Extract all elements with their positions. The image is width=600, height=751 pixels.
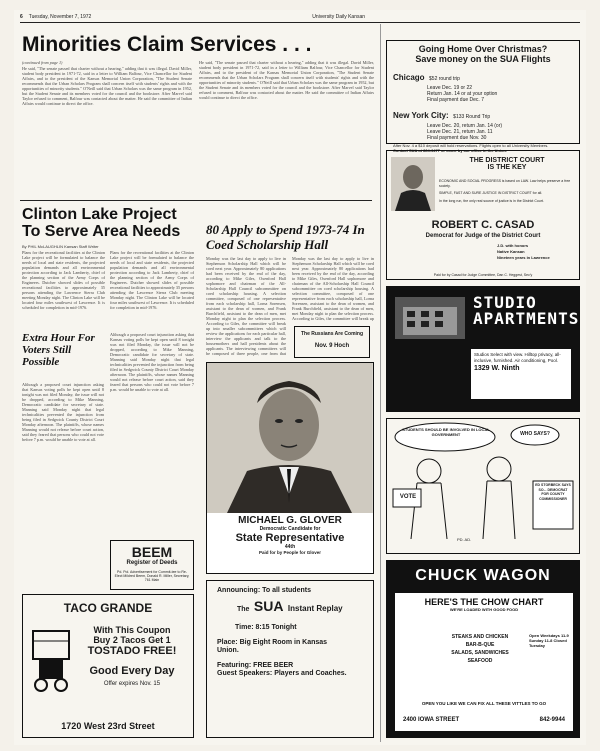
clinton-body-col2: Plans for the recreational facilities at the Clinton Lake project will be formulated to balance the needs of local and state residents, the projected population demands and all environmental protection according to Jack Lamberty, chief of the planning section of the Army Corps of Engineers. Dutcher showed slides of possible recreational facilities to approximately 35 persons attending the Lawrence Sierra Club meeting Monday night. The Clinton Lake will be located four miles southwest of Lawrence. It is scheduled for completion in mid-1976. bbox=[110, 250, 194, 310]
chuck-menu-2: BAR-B-QUE bbox=[465, 642, 495, 648]
flights-chicago-price: $52 round trip bbox=[429, 76, 460, 82]
chuck-wagon-ad bbox=[386, 560, 580, 738]
clinton-body-col1: Plans for the recreational facilities at the Clinton Lake project will be formulated to balance the needs of local and state residents, the projected population demands and all environmental protection according to Jack Lamberty, chief of the planning section of the Army Corps of Engineers. Dutcher showed slides of possible recreational facilities to approximately 35 persons attending the Lawrence Sierra Club meeting Monday night. The Clinton Lake will be located four miles southwest of Lawrence. It is scheduled for completion in mid-1976. bbox=[22, 250, 105, 310]
cartoon-vote-sign: VOTE bbox=[399, 494, 417, 500]
issue-date: Tuesday, November 7, 1972 bbox=[28, 14, 92, 20]
casad-paid: Paid for by Casad for Judge Committee, Dan C. Heggest, Sec'y bbox=[433, 273, 533, 277]
page-number: 6 bbox=[20, 14, 23, 20]
flights-ny-leave: Leave Dec. 20, return Jan. 14 (or) bbox=[427, 123, 503, 129]
sua-replay: Instant Replay bbox=[287, 604, 343, 613]
glover-portrait bbox=[207, 363, 372, 513]
studio-features-box bbox=[471, 349, 571, 399]
folio-bar bbox=[20, 12, 580, 22]
casad-portrait bbox=[391, 157, 435, 211]
sua-replay-ad bbox=[206, 580, 374, 738]
chuck-name: CHUCK WAGON bbox=[415, 567, 551, 584]
chuck-menu-1: STEAKS AND CHICKEN bbox=[451, 634, 509, 640]
glover-ad bbox=[206, 362, 374, 574]
minorities-body-col2: He said, "The senate passed that charter without a hearing," adding that it was illegal. David Miller, student body president in 1971-72, said in a letter to William Balfour, Vice Chancellor for Student Affairs, and to the president of the Kansas Memorial Union Corporation, "The Student Senate recommends that the Urban Scholars Program shall concern itself with students' rights and with the opportunities of minority students." O'Neill said that Urban Scholars was the same program in 1952, but the Student Senate and its members voted for the council and the bookstore. After Marvel said Taylor refused to comment, Balfour was contacted about the matter. He said the committee of Indian Affairs would continue to direct the office. bbox=[199, 60, 374, 100]
cartoon-bubble-2: WHO SAYS? bbox=[520, 431, 550, 437]
flights-ny-pay: Final payment due Nov. 30 bbox=[427, 135, 487, 141]
taco-name: TACO GRANDE bbox=[63, 601, 153, 615]
beem-office: Register of Deeds bbox=[126, 560, 178, 566]
casad-name: ROBERT C. CASAD bbox=[431, 219, 535, 231]
chuck-address: 2400 IOWA STREET bbox=[403, 717, 460, 723]
beem-paid: Pd. Pol. Advertisement for Commit-tee to Re-Elect Mildred Beem, Donald R. Miller, Secretary, 761 Main bbox=[114, 570, 190, 582]
russians-date: Nov. 9 Hoch bbox=[314, 343, 350, 349]
beem-ad bbox=[110, 540, 194, 590]
spend-body-col1: Monday was the last day to apply to live in Stephenson Scholarship Hall which will be coed next year. Approximately 80 applications had been received by the end of the day, according to Mike Giles, Oxenford Hall sophomore and chairman of the All-Scholarship Hall Council subcommittee on coed scholarship housing. A selection committee, composed of one representative from each scholarship hall, Lorna Sorensen, assistant to the dean of women, and Frank Burchfield, assistant to the dean of men, met Monday night to plan the selection process. According to Giles, the committee will break up into smaller subcommittees which will review the applications for each particular hall, interview the applicants and talk to the housemothers and hall presidents about the applicants. The interviewing committees will be composed of three people, one from that bbox=[206, 256, 286, 356]
chuck-menu-panel bbox=[395, 593, 573, 731]
newspaper-page bbox=[14, 10, 586, 745]
taco-cart-icon bbox=[29, 625, 73, 695]
minorities-rule bbox=[20, 200, 372, 201]
column-divider bbox=[380, 24, 381, 742]
taco-offer: Buy 2 Tacos Get 1 bbox=[93, 635, 171, 645]
flights-chicago: Chicago bbox=[393, 73, 425, 82]
sua-brand: SUA bbox=[253, 598, 284, 614]
flights-chicago-pay: Final payment due Dec. 7 bbox=[427, 97, 484, 103]
spend-headline: 80 Apply to Spend 1973-74 In Coed Scholarship Hall bbox=[206, 222, 365, 252]
taco-coupon: With This Coupon bbox=[93, 625, 171, 635]
spend-body-col2: Monday was the last day to apply to live in Stephenson Scholarship Hall which will be coed next year. Approximately 80 applications had been received by the end of the day, according to Mike Giles, Oxenford Hall sophomore and chairman of the All-Scholarship Hall Council subcommittee on coed scholarship housing. A selection committee, composed of one representative from each scholarship hall, Lorna Sorensen, assistant to the dean of women, and Frank Burchfield, assistant to the dean of men, met Monday night to plan the selection process. According to Giles, the committee will break up bbox=[292, 256, 374, 321]
glover-office: State Representative bbox=[235, 532, 345, 544]
taco-good: Good Every Day bbox=[89, 665, 175, 677]
glover-line1: Democratic Candidate for bbox=[259, 526, 321, 532]
casad-cred-3: Nineteen years in Lawrence bbox=[497, 255, 550, 260]
sua-place: Place: Big Eight Room in Kansas bbox=[217, 639, 328, 646]
minorities-body-col1: He said, "The senate passed that charter without a hearing," adding that it was illegal. David Miller, student body president in 1971-72, said in a letter to William Balfour, Vice Chancellor for Student Affairs, and to the president of the Kansas Memorial Union Corporation, "The Student Senate recommends that the Urban Scholars Program shall concern itself with students' rights and with the opportunities of minority students." O'Neill said that Urban Scholars was the same program in 1952, but the Student Senate and its members voted for the council and the bookstore. After Marvel said Taylor refused to comment, Balfour was contacted about the matter. He said the committee of Indian Affairs would continue to direct the office. bbox=[22, 66, 192, 106]
apartment-photo bbox=[395, 297, 465, 339]
chuck-slogan: OPEN YOU LIKE WE CAN FIX ALL THESE VITTLES TO GO bbox=[421, 701, 547, 706]
sua-place-2: Union. bbox=[217, 647, 239, 654]
chuck-menu-4: SEAFOOD bbox=[467, 658, 493, 664]
clinton-byline: By PHIL McLAUGHLIN Kansan Staff Writer bbox=[22, 244, 99, 249]
casad-item-2: SIMPLE, FAST AND SURE JUSTICE IN DISTRICT COURT for all. bbox=[439, 191, 543, 195]
casad-item-3: In the long run, the only real source of justice is in the District Court. bbox=[439, 198, 544, 203]
casad-headline: THE DISTRICT COURT bbox=[469, 157, 545, 164]
sua-flights-ad bbox=[386, 40, 580, 153]
glover-name: MICHAEL G. GLOVER bbox=[238, 515, 342, 526]
paper-name: University Daily Kansan bbox=[312, 14, 366, 20]
cartoon-paid: PD. AD. bbox=[457, 537, 472, 542]
casad-office: Democrat for Judge of the District Court bbox=[425, 233, 541, 239]
flights-headline: Going Home Over Christmas? bbox=[418, 44, 548, 54]
flights-contact: Contact SUA at 864-3477 or come by our office in the Union. bbox=[393, 148, 508, 153]
flights-subhead: Save money on the SUA Flights bbox=[415, 54, 551, 64]
taco-expires: Offer expires Nov. 15 bbox=[103, 681, 161, 687]
glover-district: 44th bbox=[284, 544, 296, 550]
casad-subhead: IS THE KEY bbox=[487, 164, 527, 171]
sua-featuring: Featuring: FREE BEER bbox=[217, 662, 294, 669]
top-rule bbox=[20, 22, 580, 23]
sua-the: The bbox=[237, 606, 250, 613]
chuck-tagline: HERE'S THE CHOW CHART bbox=[424, 597, 544, 607]
casad-cred-1: J.D. with honors bbox=[497, 243, 529, 248]
flights-ny-leave2: Leave Dec. 21, return Jan. 11 bbox=[427, 129, 493, 135]
sua-time: Time: 8:15 Tonight bbox=[235, 624, 297, 631]
chuck-hours: Open Weekdays 11-9 Sunday 11-8 Closed Tuesday bbox=[529, 633, 569, 648]
russians-box bbox=[294, 326, 370, 358]
extra-hour-headline: Extra Hour For Voters Still Possible bbox=[22, 332, 95, 368]
clinton-headline: Clinton Lake Project To Serve Area Needs bbox=[22, 206, 181, 240]
chuck-phone: 842-9944 bbox=[539, 717, 565, 723]
casad-item-1: ECONOMIC AND SOCIAL PROGRESS is based on LAW. Law helps preserve a free society. bbox=[439, 179, 571, 188]
storbeck-cartoon-ad bbox=[386, 418, 580, 554]
casad-cred-2: Native Kansan bbox=[497, 249, 525, 254]
taco-free: TOSTADO FREE! bbox=[87, 645, 177, 657]
studio-apartments-ad bbox=[386, 286, 580, 412]
taco-grande-ad bbox=[22, 594, 194, 738]
studio-name: STUDIO APARTMENTS bbox=[473, 293, 580, 328]
studio-address: 1329 W. Ninth bbox=[474, 365, 520, 372]
flights-chicago-return: Return Jan. 14 or at your option bbox=[427, 91, 498, 97]
sua-announcing: Announcing: To all students bbox=[217, 587, 311, 594]
cartoon-storbeck-sign: ED STORBECK SAYS SO... DEMOCRAT FOR COUNTY COMMISSIONER bbox=[535, 483, 571, 501]
flights-ny-price: $133 Round Trip bbox=[453, 114, 491, 120]
extra-hour-body-col1: Although a proposed court injunction asking that Kansas voting polls be kept open until 8 tonight was not filed Monday, the issue will not be dropped, according to Mike Manning, Democratic candidate for secretary of state. Manning said Monday night that legal technicalities prevented the injunction from being filed in Sedgwick County District Court Monday afternoon. The plaintiffs, whose names Manning would not release before court action, said they feared that persons who could not vote before 7 p.m. would be unable to vote at all. bbox=[22, 382, 104, 442]
sua-guests: Guest Speakers: Players and Coaches. bbox=[217, 670, 347, 677]
cartoon-bubble-1: STUDENTS SHOULD BE INVOLVED IN LOCAL GOVERNMENT bbox=[402, 427, 490, 437]
casad-ad bbox=[386, 150, 580, 280]
minorities-headline: Minorities Claim Services . . . bbox=[22, 33, 312, 56]
glover-paid: Paid for by People for Glover bbox=[258, 550, 321, 555]
russians-title: The Russians Are Coming bbox=[300, 331, 364, 337]
chuck-subtag: WE'RE LOADED WITH GOOD FOOD bbox=[449, 607, 519, 612]
studio-features: Studios Select with view. Hilltop privacy, all-inclusive, furnished. Air conditioning, Pool. bbox=[474, 352, 561, 363]
flights-chicago-leave: Leave Dec. 19 or 22 bbox=[427, 85, 473, 91]
taco-address: 1720 West 23rd Street bbox=[61, 721, 155, 731]
flights-ny: New York City: bbox=[393, 111, 449, 120]
flights-note: After Nov. 4 a $10 deposit will hold reservations. Flights open to all University Members. bbox=[393, 143, 549, 148]
continued-note: (continued from page 1) bbox=[22, 60, 63, 65]
extra-hour-body-col2: Although a proposed court injunction asking that Kansas voting polls be kept open until 8 tonight was not filed Monday, the issue will not be dropped, according to Mike Manning, Democratic candidate for secretary of state. Manning said Monday night that legal technicalities prevented the injunction from being filed in Sedgwick County District Court Monday afternoon. The plaintiffs, whose names Manning would not release before court action, said they feared that persons who could not vote before 7 p.m. would be unable to vote at all. bbox=[110, 332, 194, 392]
beem-name: BEEM bbox=[131, 544, 173, 560]
chuck-menu-3: SALADS, SANDWICHES bbox=[451, 650, 509, 656]
